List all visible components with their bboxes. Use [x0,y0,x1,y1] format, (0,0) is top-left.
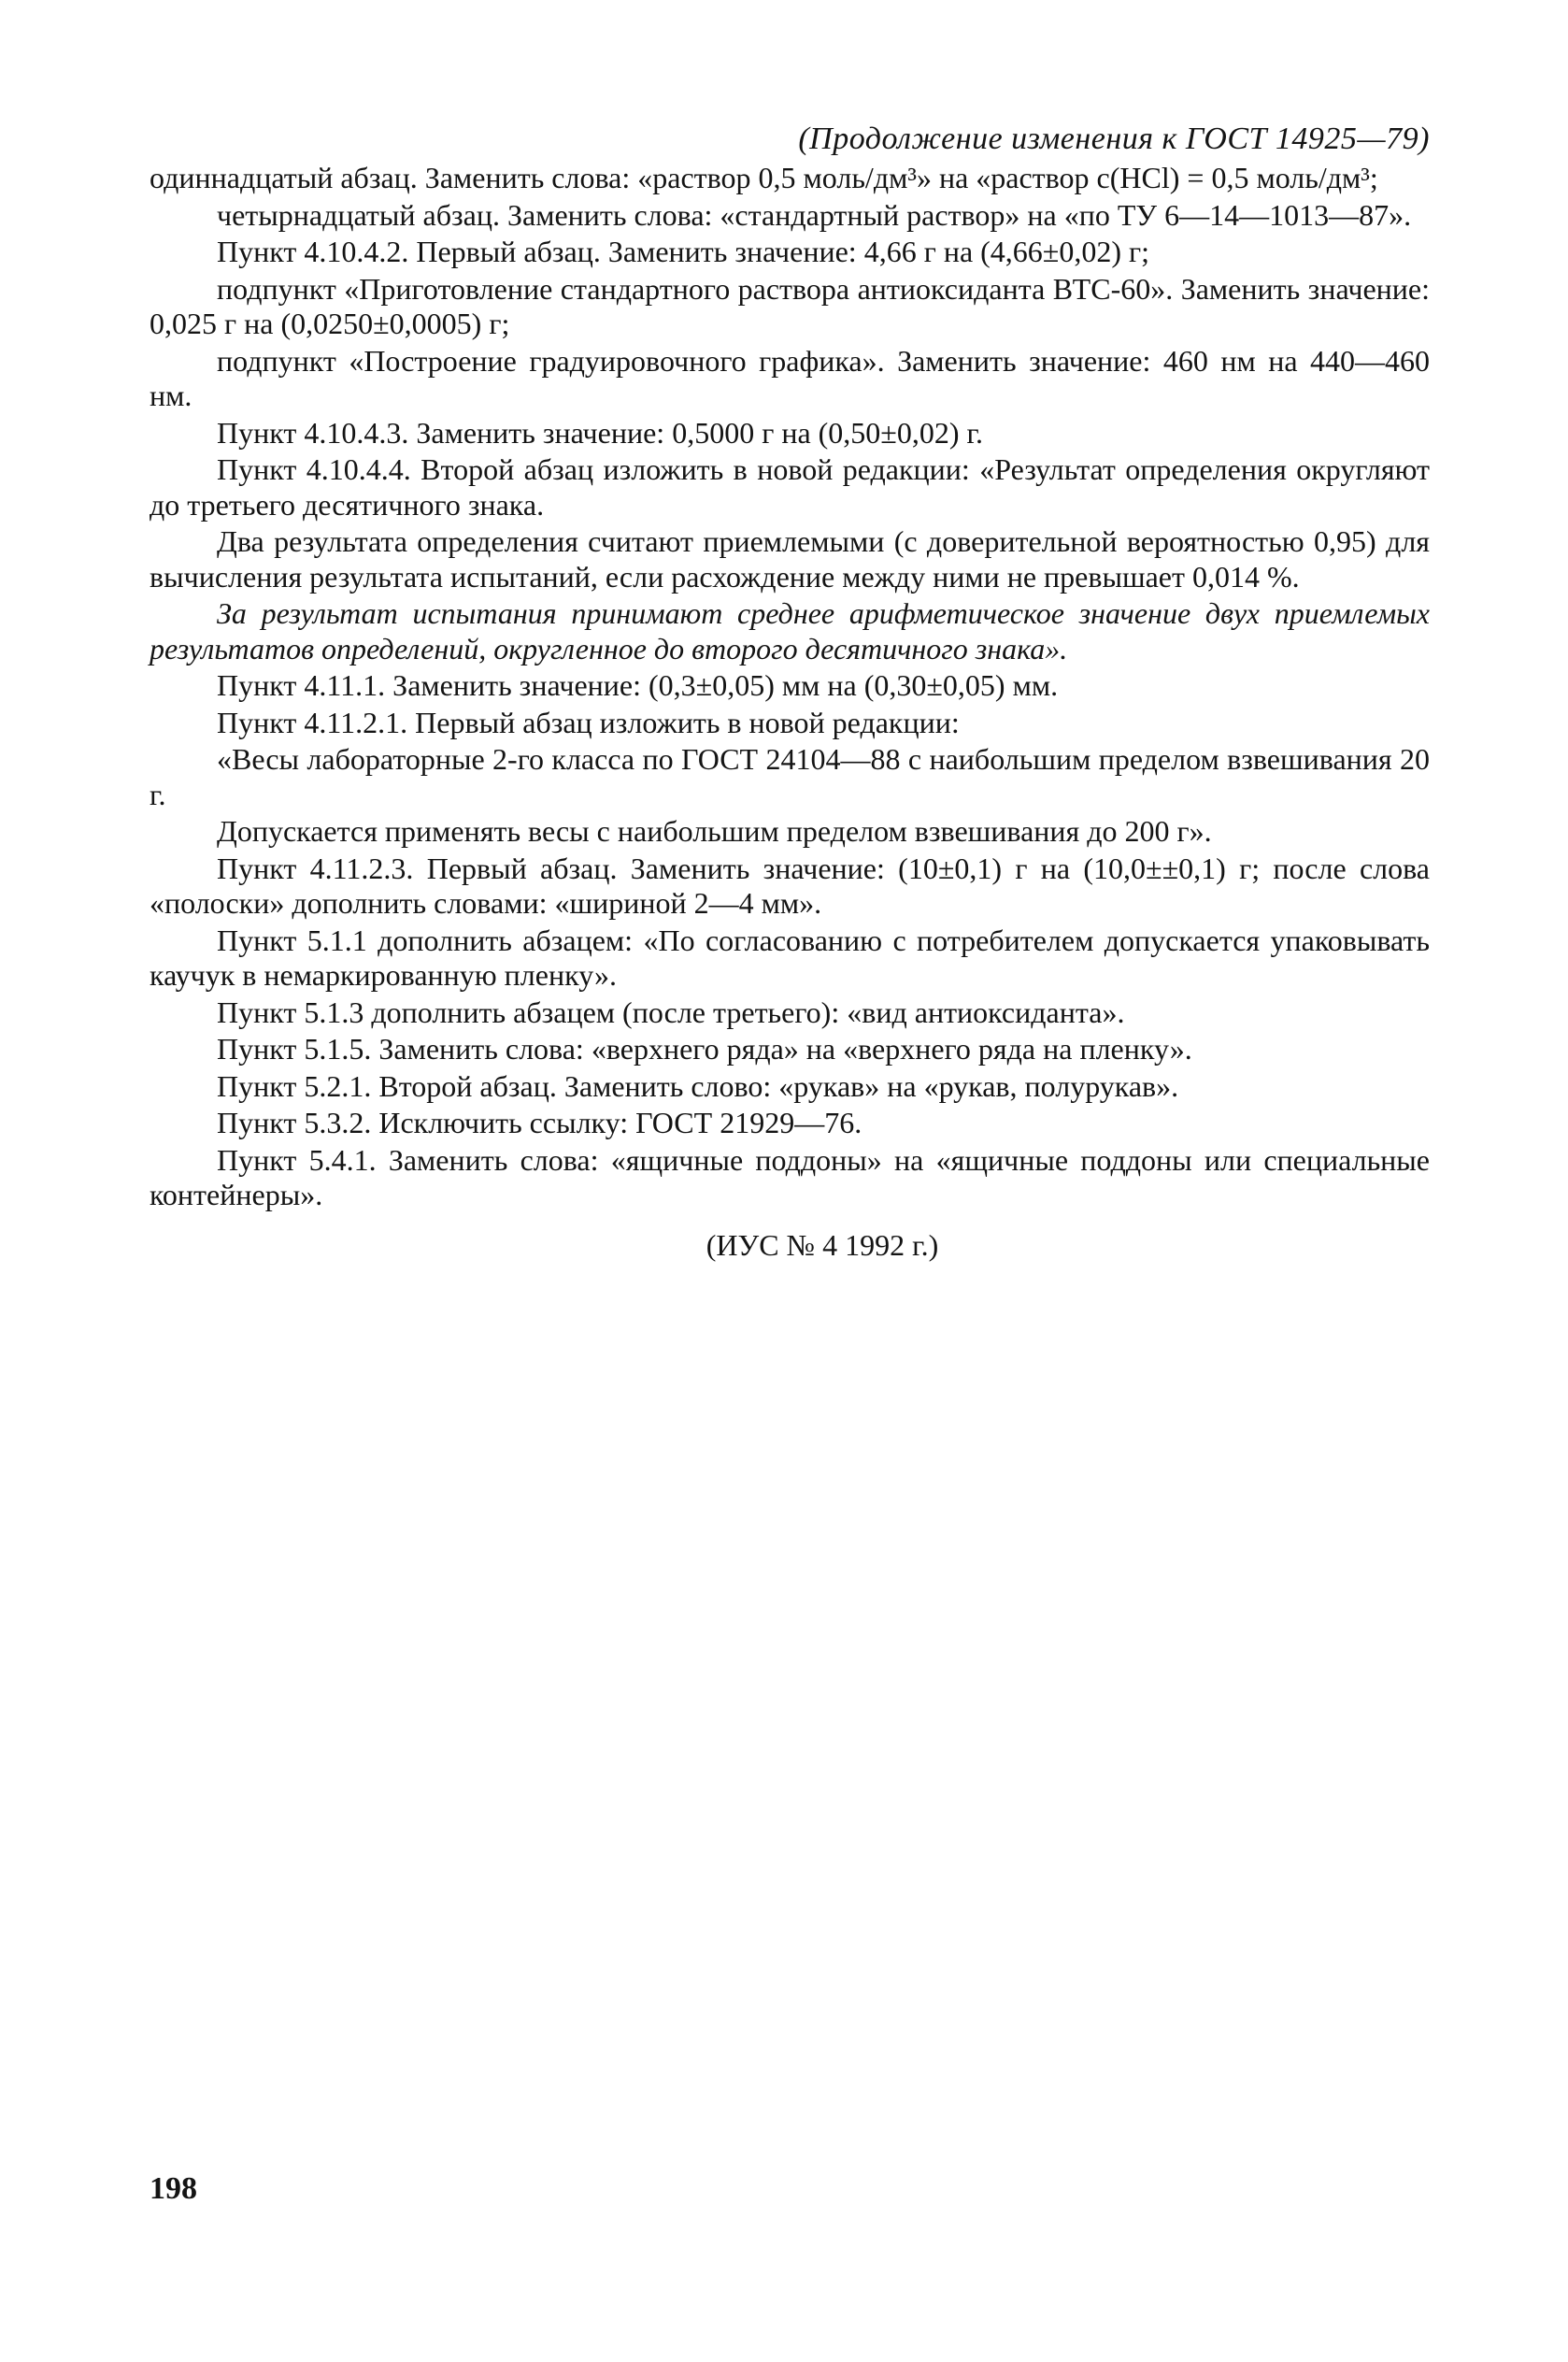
paragraph-item-5-1-1: Пункт 5.1.1 дополнить абзацем: «По согласованию с потребителем допускается упаковывать каучук в немаркированную пленку». [150,923,1430,992]
paragraph-laboratory-scales: «Весы лабораторные 2-го класса по ГОСТ 24104—88 с наибольшим пределом взвешивания 20 г. [150,742,1430,811]
paragraph-eleventh-abzac: одиннадцатый абзац. Заменить слова: «раствор 0,5 моль/дм³» на «раствор с(HCl) = 0,5 моль/дм³; [150,161,1378,194]
paragraph-item-5-2-1: Пункт 5.2.1. Второй абзац. Заменить слово: «рукав» на «рукав, полурукав». [217,1068,1179,1103]
paragraph-item-5-4-1: Пункт 5.4.1. Заменить слова: «ящичные поддоны» на «ящичные поддоны или специальные контейнеры». [150,1142,1430,1211]
paragraph-test-result-italic: За результат испытания принимают среднее арифметическое значение двух приемлемых результатов определений, округленное до второго десятичного знака». [150,596,1430,666]
paragraph-item-5-1-3: Пункт 5.1.3 дополнить абзацем (после третьего): «вид антиоксиданта». [217,995,1125,1029]
paragraph-item-4-10-4-3: Пункт 4.10.4.3. Заменить значение: 0,5000 г на (0,50±0,02) г. [217,415,984,450]
paragraph-item-4-10-4-4: Пункт 4.10.4.4. Второй абзац изложить в новой редакции: «Результат определения округляют до третьего десятичного знака. [150,452,1430,522]
paragraph-fourteenth-abzac: четырнадцатый абзац. Заменить слова: «стандартный раствор» на «по ТУ 6—14—1013—87». [217,197,1412,232]
paragraph-item-5-1-5: Пункт 5.1.5. Заменить слова: «верхнего ряда» на «верхнего ряда на пленку». [217,1032,1192,1066]
paragraph-subitem-calibration-graph: подпункт «Построение градуировочного графика». Заменить значение: 460 нм на 440—460 нм. [150,343,1430,412]
publication-source: (ИУС № 4 1992 г.) [706,1227,939,1262]
paragraph-item-4-11-2-3: Пункт 4.11.2.3. Первый абзац. Заменить значение: (10±0,1) г на (10,0±±0,1) г; после слова «полоски» дополнить словами: «шириной 2—4 мм». [150,851,1430,920]
paragraph-item-5-3-2: Пункт 5.3.2. Исключить ссылку: ГОСТ 21929—76. [217,1106,862,1139]
page-number: 198 [150,2171,197,2206]
paragraph-item-4-11-2-1: Пункт 4.11.2.1. Первый абзац изложить в новой редакции: [217,705,960,739]
paragraph-allowed-scales: Допускается применять весы с наибольшим пределом взвешивания до 200 г». [217,814,1212,848]
paragraph-subitem-standard-solution: подпункт «Приготовление стандартного раствора антиоксиданта ВТС-60». Заменить значение: 0,025 г на (0,0250±0,0005) г; [150,271,1430,340]
document-page [150,120,1430,1264]
paragraph-item-4-10-4-2: Пункт 4.10.4.2. Первый абзац. Заменить значение: 4,66 г на (4,66±0,02) г; [217,235,1150,268]
continuation-header: (Продолжение изменения к ГОСТ 14925—79) [798,122,1430,156]
paragraph-item-4-11-1: Пункт 4.11.1. Заменить значение: (0,3±0,05) мм на (0,30±0,05) мм. [217,668,1059,702]
paragraph-two-results: Два результата определения считают приемлемыми (с доверительной вероятностью 0,95) для вычисления результата испытаний, если расхождение между ними не превышает 0,014 %. [150,524,1430,594]
